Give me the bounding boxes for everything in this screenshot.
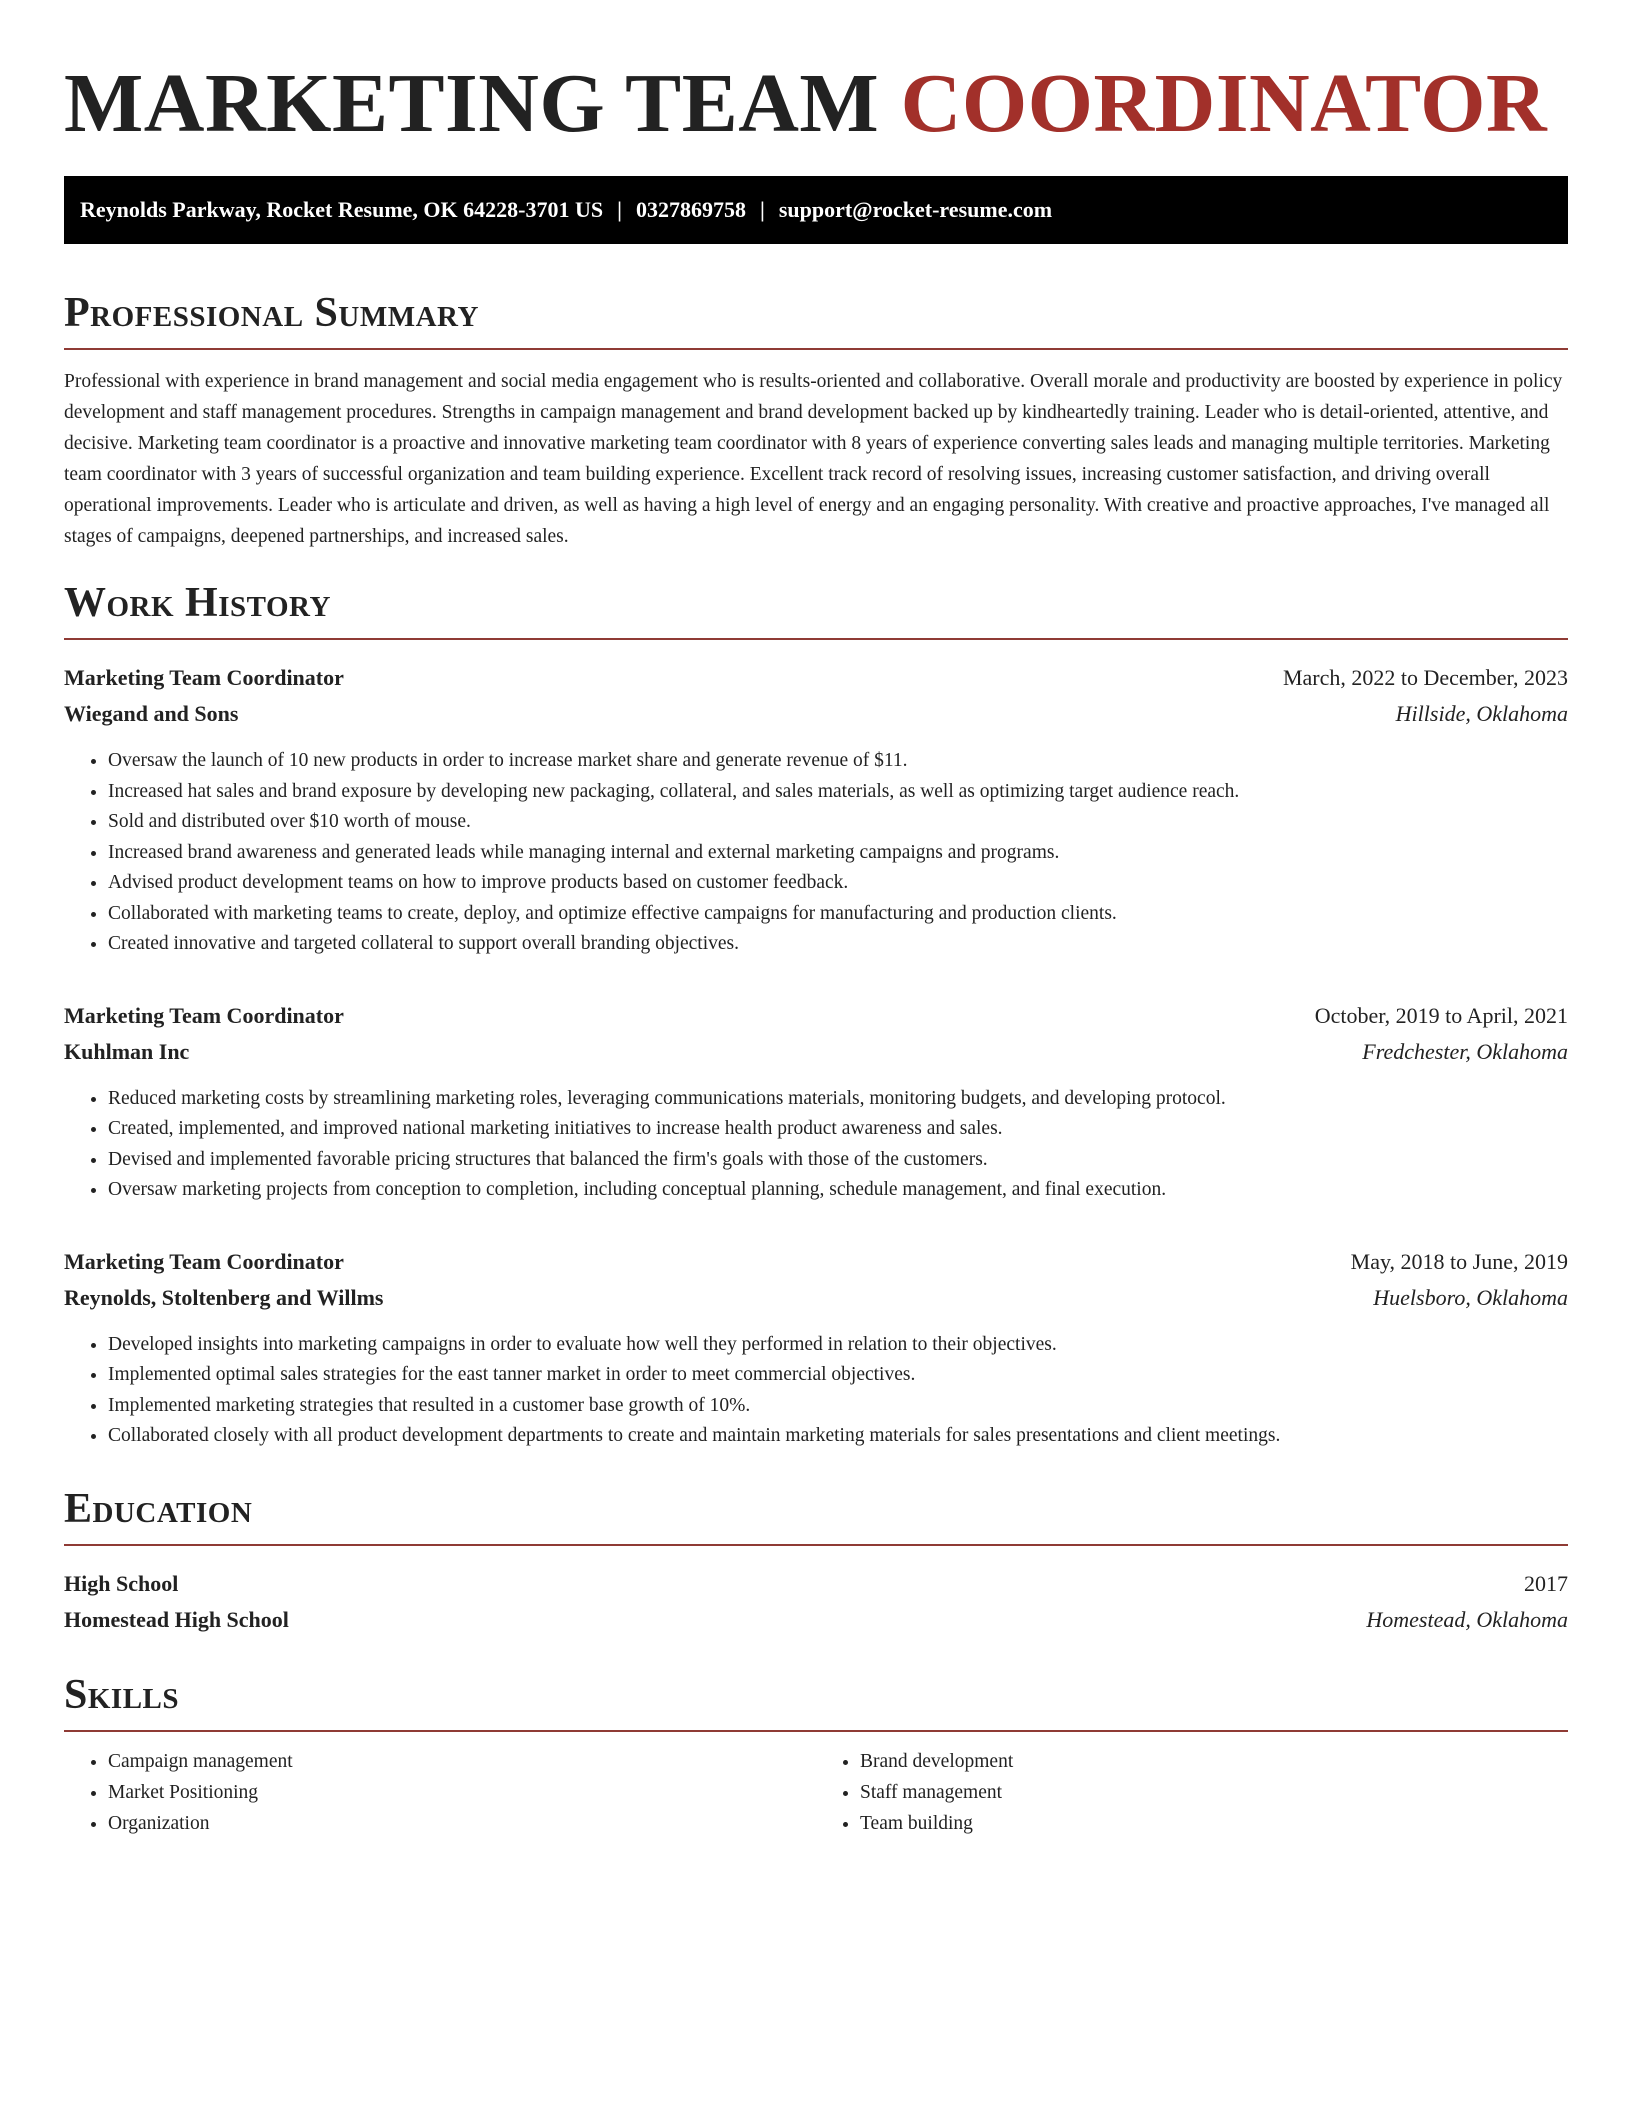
job-company-row [64,696,1568,732]
education-degree-row [64,1566,1568,1602]
education-location: Homestead, Oklahoma [1366,1606,1568,1632]
section-divider [64,1544,1568,1546]
section-divider [64,638,1568,640]
job-bullet: • Increased hat sales and brand exposure by developing new packaging, collateral, and sales materials, as well as optimizing target audience reach. [108,777,1568,808]
summary-heading: Professional Summary [64,290,479,336]
job-entry [64,660,1568,960]
job-location: Fredchester, Oklahoma [1362,1038,1568,1064]
skill-item: • Team building [860,1808,1568,1839]
contact-address: Reynolds Parkway, Rocket Resume, OK 64228-3701 US [80,197,604,222]
education-school-row [64,1602,1568,1638]
job-bullet: • Implemented optimal sales strategies for the east tanner market in order to meet commercial objectives. [108,1360,1568,1391]
job-position: Marketing Team Coordinator [64,665,344,690]
contact-bar [64,176,1568,244]
job-position: Marketing Team Coordinator [64,1248,344,1274]
skills-heading: Skills [64,1671,180,1718]
job-bullet: • Oversaw the launch of 10 new products in order to increase market share and generate revenue of $11. [108,746,1568,777]
skill-item: • Organization [108,1808,816,1839]
job-bullet: • Oversaw marketing projects from conception to completion, including conceptual planning, schedule management, and final execution. [108,1175,1568,1206]
job-dates: May, 2018 to June, 2019 [1350,1248,1568,1274]
skill-item: • Campaign management [108,1746,816,1777]
work-history-heading: Work History [64,580,331,626]
job-bullet: • Developed insights into marketing campaigns in order to evaluate how well they performed in relation to their objectives. [108,1330,1568,1361]
job-company: Wiegand and Sons [64,701,239,726]
skill-item: • Market Positioning [108,1777,816,1808]
job-bullets [64,1330,1568,1452]
job-header-row [64,998,1568,1034]
job-bullet: • Sold and distributed over $10 worth of mouse. [108,807,1568,838]
job-company: Reynolds, Stoltenberg and Willms [64,1284,384,1310]
job-bullets [64,746,1568,960]
job-header-row [64,1244,1568,1280]
job-bullet: • Advised product development teams on how to improve products based on customer feedback. [108,868,1568,899]
job-company-row [64,1280,1568,1316]
job-location: Hillside, Oklahoma [1395,701,1568,726]
job-bullets [64,1084,1568,1206]
job-dates: March, 2022 to December, 2023 [1282,665,1568,690]
education-entry [64,1566,1568,1638]
job-company: Kuhlman Inc [64,1038,190,1064]
contact-phone: 0327869758 [635,197,746,222]
job-bullet: • Created, implemented, and improved national marketing initiatives to increase health product awareness and sales. [108,1114,1568,1145]
section-divider [64,348,1568,350]
skill-item: • Staff management [860,1777,1568,1808]
skill-item: • Brand development [860,1746,1568,1777]
job-entry [64,998,1568,1206]
job-bullet: • Collaborated with marketing teams to create, deploy, and optimize effective campaigns for manufacturing and production clients. [108,899,1568,930]
job-bullet: • Created innovative and targeted collateral to support overall branding objectives. [108,929,1568,960]
job-location: Huelsboro, Oklahoma [1373,1284,1568,1310]
resume-page [64,0,1568,1839]
title-first-part: MARKETING TEAM [64,57,880,150]
summary-text: Professional with experience in brand management and social media engagement who is results-oriented and collaborative. Overall morale and productivity are boosted by experience in policy development and staff management procedures. Strengths in campaign management and brand development backed up by kindheartedly training. Leader who is detail-oriented, attentive, and decisive. Marketing team coordinator is a proactive and innovative marketing team coordinator with 8 years of experience converting sales leads and managing multiple territories. Marketing team coordinator with 3 years of successful organization and team building experience. Excellent track record of resolving issues, increasing customer satisfaction, and driving overall operational improvements. Leader who is articulate and driven, as well as having a high level of energy and an engaging personality. With creative and proactive approaches, I've managed all stages of campaigns, deepened partnerships, and increased sales. [64,371,1563,547]
job-header-row [64,660,1568,696]
contact-separator: | [617,197,622,222]
job-dates: October, 2019 to April, 2021 [1314,1002,1568,1028]
job-bullet: • Increased brand awareness and generated leads while managing internal and external marketing campaigns and programs. [108,838,1568,869]
job-position: Marketing Team Coordinator [64,1002,344,1028]
skills-grid [64,1746,1568,1839]
section-divider [64,1730,1568,1732]
skills-column-left [64,1746,816,1839]
job-bullet: • Implemented marketing strategies that resulted in a customer base growth of 10%. [108,1391,1568,1422]
job-entry [64,1244,1568,1452]
education-school: Homestead High School [64,1606,289,1632]
title-accent-part: COORDINATOR [900,57,1548,150]
job-bullet: • Collaborated closely with all product development departments to create and maintain marketing materials for sales presentations and client meetings. [108,1421,1568,1452]
skills-column-right [816,1746,1568,1839]
education-degree: High School [64,1570,179,1596]
job-bullet: • Devised and implemented favorable pricing structures that balanced the firm's goals with those of the customers. [108,1145,1568,1176]
job-company-row [64,1034,1568,1070]
job-bullet: • Reduced marketing costs by streamlining marketing roles, leveraging communications materials, monitoring budgets, and developing protocol. [108,1084,1568,1115]
contact-email: support@rocket-resume.com [778,197,1053,222]
education-heading: Education [64,1485,253,1532]
contact-separator: | [759,197,765,222]
candidate-title [64,0,1568,150]
education-year: 2017 [1524,1570,1568,1596]
